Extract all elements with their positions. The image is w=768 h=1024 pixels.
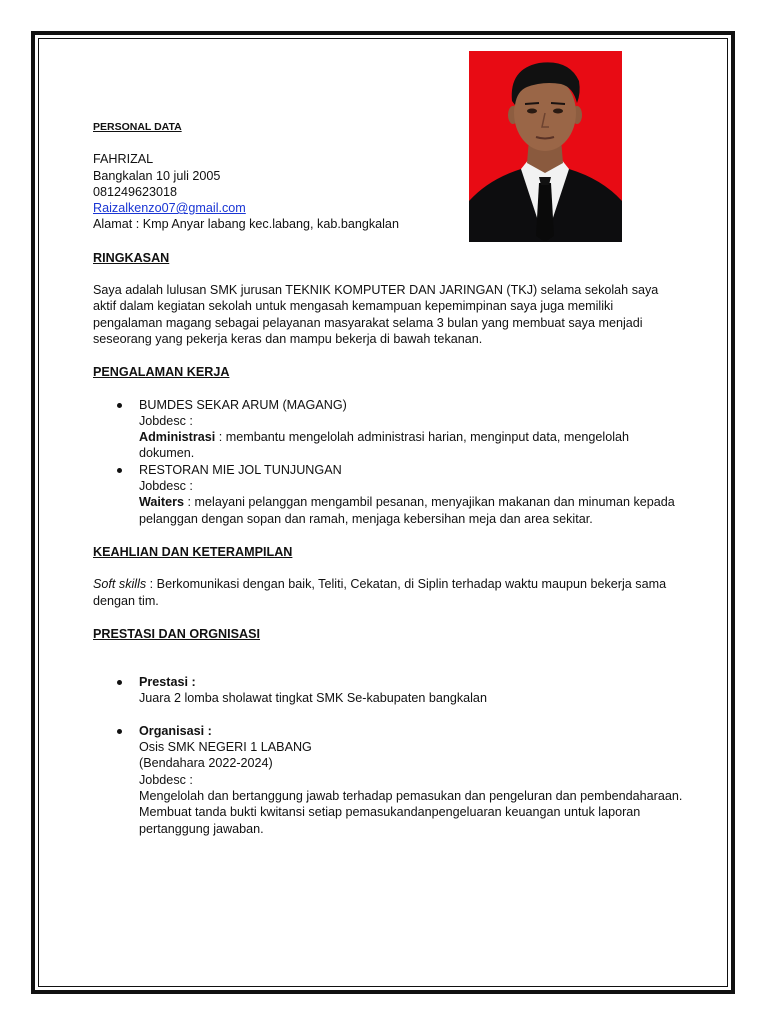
prestasi-label: Prestasi : [139, 675, 196, 690]
personal-phone: 081249623018 [93, 184, 178, 199]
experience-desc: Waiters : melayani pelanggan mengambil pesanan, menyajikan makanan dan minuman kepada pelanggan dengan sopan dan ramah, menjaga kebersihan meja dan area sekitar. [139, 495, 675, 526]
cv-content [93, 119, 683, 837]
experience-role: Administrasi [139, 430, 216, 445]
org-name: Osis SMK NEGERI 1 LABANG [139, 740, 312, 755]
bullet-icon [117, 680, 122, 685]
org-role: (Bendahara 2022-2024) [139, 756, 273, 771]
bullet-icon [117, 403, 122, 408]
jobdesc-label: Jobdesc : [139, 479, 193, 494]
achievements-list [93, 674, 683, 837]
prestasi-text: Juara 2 lomba sholawat tingkat SMK Se-kabupaten bangkalan [139, 691, 487, 706]
org-jobdesc-label: Jobdesc : [139, 772, 193, 787]
bullet-icon [117, 468, 122, 473]
personal-name: FAHRIZAL [93, 152, 154, 167]
email-link[interactable]: Raizalkenzo07@gmail.com [93, 201, 246, 216]
org-task: Mengelolah dan bertanggung jawab terhadap pemasukan dan pengeluran dan pembendaharaan. [139, 788, 683, 803]
personal-address: Alamat : Kmp Anyar labang kec.labang, kab.bangkalan [93, 217, 399, 232]
skills-heading: KEAHLIAN DAN KETERAMPILAN [93, 544, 293, 559]
list-item [93, 397, 683, 462]
experience-title: RESTORAN MIE JOL TUNJUNGAN [139, 462, 342, 477]
experience-heading: PENGALAMAN KERJA [93, 365, 230, 380]
bullet-icon [117, 729, 122, 734]
experience-role: Waiters [139, 495, 185, 510]
skills-label: Soft skills [93, 577, 147, 592]
organisasi-label: Organisasi : [139, 723, 212, 738]
jobdesc-label: Jobdesc : [139, 413, 193, 428]
achievements-heading: PRESTASI DAN ORGNISASI [93, 626, 261, 641]
list-item [93, 674, 683, 707]
experience-desc: Administrasi : membantu mengelolah administrasi harian, menginput data, mengelolah dokumen. [139, 430, 630, 461]
org-task: Membuat tanda bukti kwitansi setiap pemasukandanpengeluaran keuangan untuk laporan pertanggung jawaban. [139, 805, 641, 836]
list-item [93, 462, 683, 527]
summary-heading: RINGKASAN [93, 250, 170, 265]
personal-data-heading: PERSONAL DATA [93, 121, 182, 133]
summary-text: Saya adalah lulusan SMK jurusan TEKNIK KOMPUTER DAN JARINGAN (TKJ) selama sekolah saya aktif dalam kegiatan sekolah untuk mengasah kemampuan kepemimpinan saya juga memiliki pengalaman magang sebagai pelayanan masyarakat selama 3 bulan yang membuat saya menjadi seseorang yang pekerja keras dan mampu bekerja di bawah tekanan. [93, 283, 659, 346]
skills-text: Soft skills : Berkomunikasi dengan baik, Teliti, Cekatan, di Siplin terhadap waktu maupun bekerja sama dengan tim. [93, 577, 667, 608]
list-item [93, 723, 683, 837]
experience-list [93, 397, 683, 527]
experience-title: BUMDES SEKAR ARUM (MAGANG) [139, 397, 347, 412]
personal-birth: Bangkalan 10 juli 2005 [93, 168, 221, 183]
